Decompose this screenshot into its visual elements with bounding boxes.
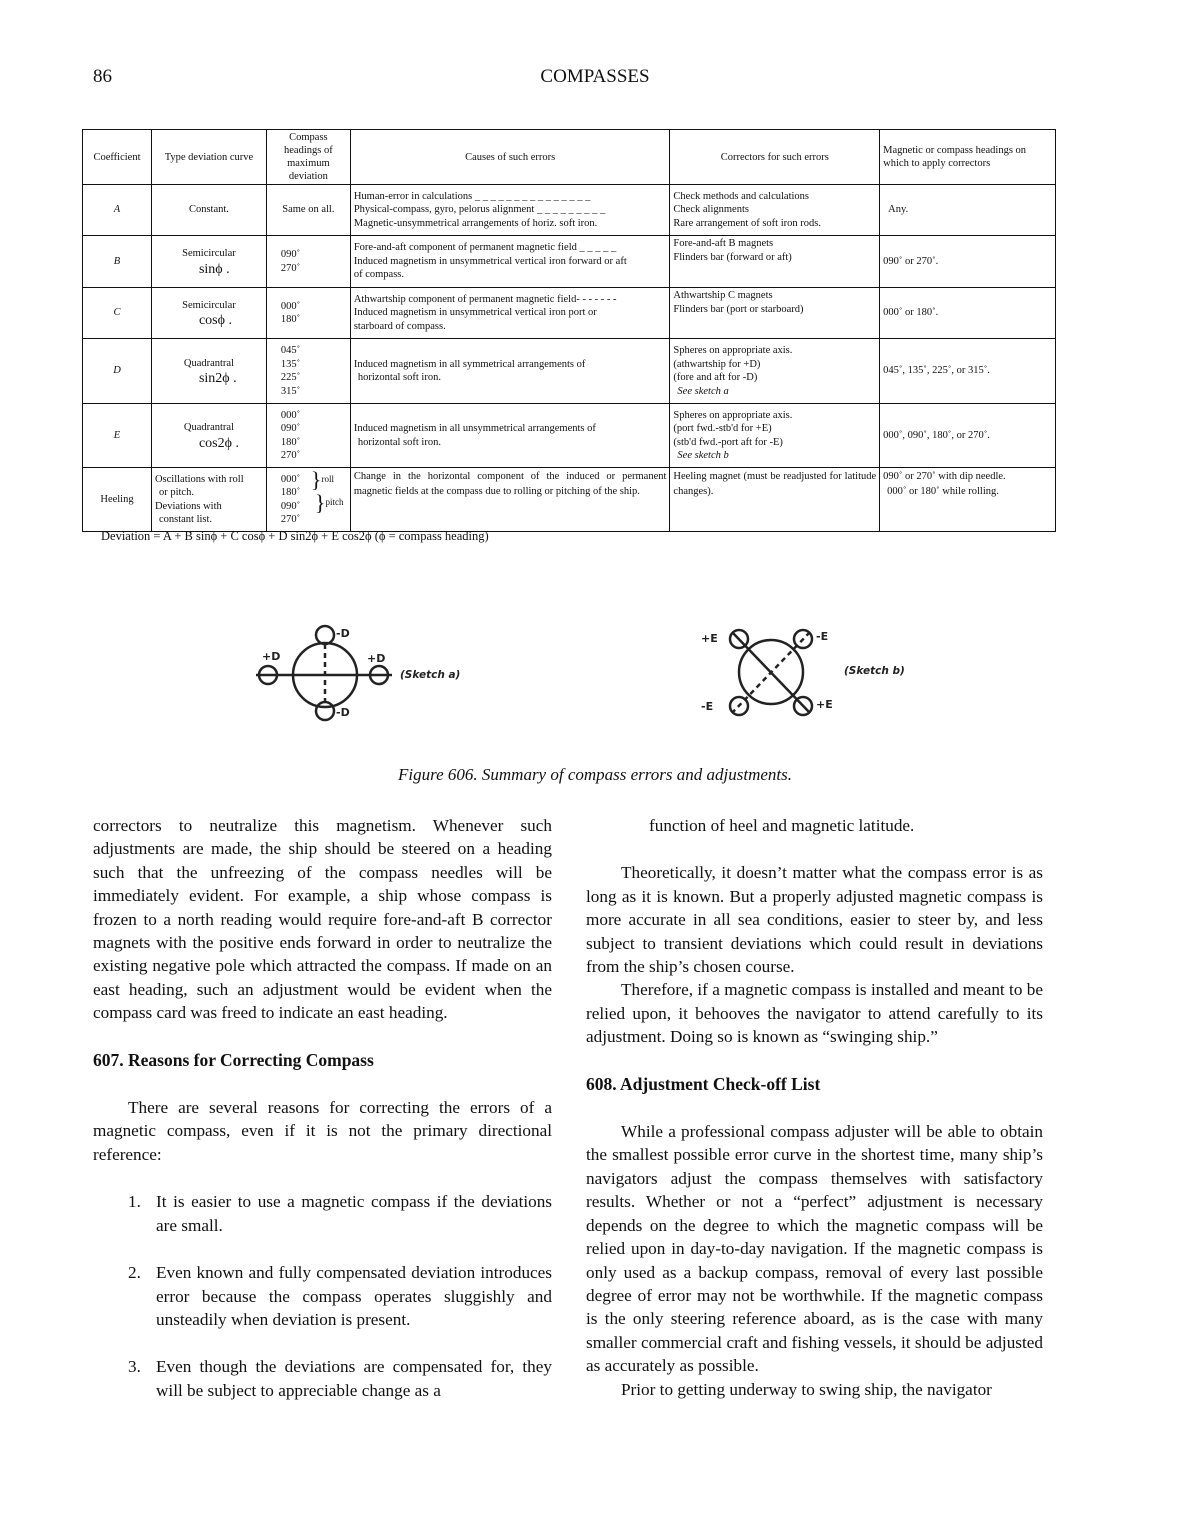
- deviation-type: Constant.: [151, 185, 266, 236]
- causes: Induced magnetism in all symmetrical arrangements of horizontal soft iron.: [350, 339, 670, 404]
- col-header: Compass headings of maximum deviation: [266, 130, 350, 185]
- correctors: Heeling magnet (must be readjusted for latitude changes).: [670, 468, 880, 532]
- apply-headings: 090˚ or 270˚ with dip needle. 000˚ or 180˚ while rolling.: [880, 468, 1056, 532]
- correctors: Fore-and-aft B magnets Flinders bar (forward or aft): [670, 236, 880, 288]
- paragraph: Prior to getting underway to swing ship, the navigator: [621, 1379, 992, 1399]
- coefficient: E: [83, 404, 152, 468]
- trig-function: sin2ϕ .: [198, 371, 237, 386]
- list-item: 1. It is easier to use a magnetic compass if the deviations are small.: [128, 1192, 552, 1235]
- running-header: COMPASSES: [540, 66, 650, 87]
- coefficient: A: [83, 185, 152, 236]
- deviation-type: Quadrantral cos2ϕ .: [151, 404, 266, 468]
- label-minus-d: -D: [336, 627, 350, 640]
- deviation-type: Semicircular sinϕ .: [151, 236, 266, 288]
- causes: Fore-and-aft component of permanent magnetic field _ _ _ _ _ Induced magnetism in unsymmetrical vertical iron forward or aft of compass.: [350, 236, 670, 288]
- col-header: Type deviation curve: [151, 130, 266, 185]
- label-minus-e: -E: [701, 700, 714, 713]
- roll-brace: }roll: [310, 466, 334, 492]
- label-minus-d: -D: [336, 706, 350, 719]
- correctors: Check methods and calculations Check alignments Rare arrangement of soft iron rods.: [670, 185, 880, 236]
- causes: Human-error in calculations _ _ _ _ _ _ _ _ _ _ _ _ _ _ _ Physical-compass, gyro, pelorus alignment _ _ _ _ _ _ _ _ _ Magnetic-unsymmetrical arrangements of horiz. soft iron.: [350, 185, 670, 236]
- correctors: Spheres on appropriate axis. (athwartship for +D) (fore and aft for -D) See sketch a: [670, 339, 880, 404]
- coefficient: C: [83, 288, 152, 339]
- correctors: Spheres on appropriate axis. (port fwd.-stb'd for +E) (stb'd fwd.-port aft for -E) See sketch b: [670, 404, 880, 468]
- col-header: Correctors for such errors: [670, 130, 880, 185]
- label-plus-e: +E: [816, 698, 833, 711]
- paragraph: While a professional compass adjuster will be able to obtain the smallest possible error curve in the shortest time, many ship’s navigators adjust the compass themselves with satisfactory results. Whether or not a “perfect” adjustment is necessary depends on the degree to which the magnetic compass will be relied upon in day-to-day navigation. If the magnetic compass is only used as a backup compass, removal of every last possible degree of error may not be worthwhile. If the magnetic compass is the only steering reference aboard, as is the case with many smaller commercial craft and fishing vessels, it should be adjusted as accurately as possible.: [586, 1122, 1043, 1376]
- max-headings: Same on all.: [266, 185, 350, 236]
- table-row: [83, 288, 1056, 339]
- apply-headings: 045˚, 135˚, 225˚, or 315˚.: [880, 339, 1056, 404]
- col-header: Coefficient: [83, 130, 152, 185]
- sketch-a-diagram: [252, 620, 482, 725]
- apply-headings: Any.: [880, 185, 1056, 236]
- label-plus-e: +E: [701, 632, 718, 645]
- list-item: 3. Even though the deviations are compensated for, they will be subject to appreciable change as a: [128, 1357, 552, 1400]
- section-heading-608: 608. Adjustment Check-off List: [586, 1073, 821, 1094]
- paragraph: There are several reasons for correcting the errors of a magnetic compass, even if it is not the primary directional reference:: [93, 1098, 552, 1164]
- table-row: [83, 339, 1056, 404]
- page-number: 86: [93, 66, 112, 87]
- coefficient: B: [83, 236, 152, 288]
- coefficient: D: [83, 339, 152, 404]
- pitch-brace: }pitch: [314, 489, 344, 515]
- max-headings: 000˚ 090˚ 180˚ 270˚: [266, 404, 350, 468]
- deviation-type: Oscillations with roll or pitch. Deviations with constant list.: [151, 468, 266, 532]
- label-plus-d: +D: [367, 652, 386, 665]
- trig-function: cos2ϕ .: [198, 435, 239, 451]
- sketch-b-caption: (Sketch b): [844, 665, 905, 677]
- paragraph-continuation: function of heel and magnetic latitude.: [649, 816, 915, 835]
- causes: Induced magnetism in all unsymmetrical arrangements of horizontal soft iron.: [350, 404, 670, 468]
- label-plus-d: +D: [262, 650, 281, 663]
- correctors: Athwartship C magnets Flinders bar (port or starboard): [670, 288, 880, 339]
- table-header-row: [83, 130, 1056, 185]
- right-column: [586, 814, 1043, 1401]
- apply-headings: 000˚, 090˚, 180˚, or 270˚.: [880, 404, 1056, 468]
- deviation-formula: Deviation = A + B sinϕ + C cosϕ + D sin2ϕ + E cos2ϕ (ϕ = compass heading): [101, 529, 489, 543]
- compass-error-table: [82, 129, 1056, 532]
- max-headings: 045˚ 135˚ 225˚ 315˚: [266, 339, 350, 404]
- deviation-type: Quadrantral sin2ϕ .: [151, 339, 266, 404]
- causes: Change in the horizontal component of the induced or permanent magnetic fields at the compass due to rolling or pitching of the ship.: [350, 468, 670, 532]
- paragraph: correctors to neutralize this magnetism. Whenever such adjustments are made, the ship should be steered on a heading such that the unfreezing of the compass needles will be immediately evident. For example, a ship whose compass is frozen to a north reading would require fore-and-aft B corrector magnets with the positive ends forward in order to neutralize the existing negative pole which attracted the compass. If made on an east heading, such an adjustment would be evident when the compass card was freed to indicate an east heading.: [93, 816, 552, 1023]
- coefficient: Heeling: [83, 468, 152, 532]
- section-heading-607: 607. Reasons for Correcting Compass: [93, 1049, 374, 1070]
- col-header: Causes of such errors: [350, 130, 670, 185]
- apply-headings: 090˚ or 270˚.: [880, 236, 1056, 288]
- figure-caption: Figure 606. Summary of compass errors and adjustments.: [398, 765, 792, 784]
- sketch-b-diagram: [697, 622, 912, 722]
- max-headings: 000˚ 180˚: [266, 288, 350, 339]
- paragraph: Theoretically, it doesn’t matter what the compass error is as long as it is known. But a properly adjusted magnetic compass is more accurate in all sea conditions, easier to steer by, and less subject to transient deviations which could result in deviations from the ship’s chosen course.: [586, 863, 1043, 977]
- deviation-type: Semicircular cosϕ .: [151, 288, 266, 339]
- max-headings: 090˚ 270˚: [266, 236, 350, 288]
- trig-function: sinϕ .: [198, 261, 230, 277]
- left-column: [93, 814, 552, 1402]
- trig-function: cosϕ .: [198, 313, 232, 328]
- apply-headings: 000˚ or 180˚.: [880, 288, 1056, 339]
- label-minus-e: -E: [816, 630, 829, 643]
- sphere-minus-d-bottom: [316, 702, 334, 720]
- max-headings: 000˚ 180˚ 090˚ 270˚ }roll }pitch: [266, 468, 350, 532]
- table-row: [83, 404, 1056, 468]
- paragraph: Therefore, if a magnetic compass is installed and meant to be relied upon, it behooves the navigator to attend carefully to its adjustment. Doing so is known as “swinging ship.”: [586, 980, 1043, 1047]
- causes: Athwartship component of permanent magnetic field- - - - - - - Induced magnetism in unsymmetrical vertical iron port or starboard of compass.: [350, 288, 670, 339]
- table-row: [83, 468, 1056, 532]
- table-row: [83, 236, 1056, 288]
- sketch-a-caption: (Sketch a): [400, 669, 461, 681]
- list-item: 2. Even known and fully compensated deviation introduces error because the compass operates sluggishly and unsteadily when deviation is present.: [128, 1263, 552, 1329]
- col-header: Magnetic or compass headings on which to apply correctors: [880, 130, 1056, 185]
- sphere-minus-d-top: [316, 626, 334, 644]
- table-row: [83, 185, 1056, 236]
